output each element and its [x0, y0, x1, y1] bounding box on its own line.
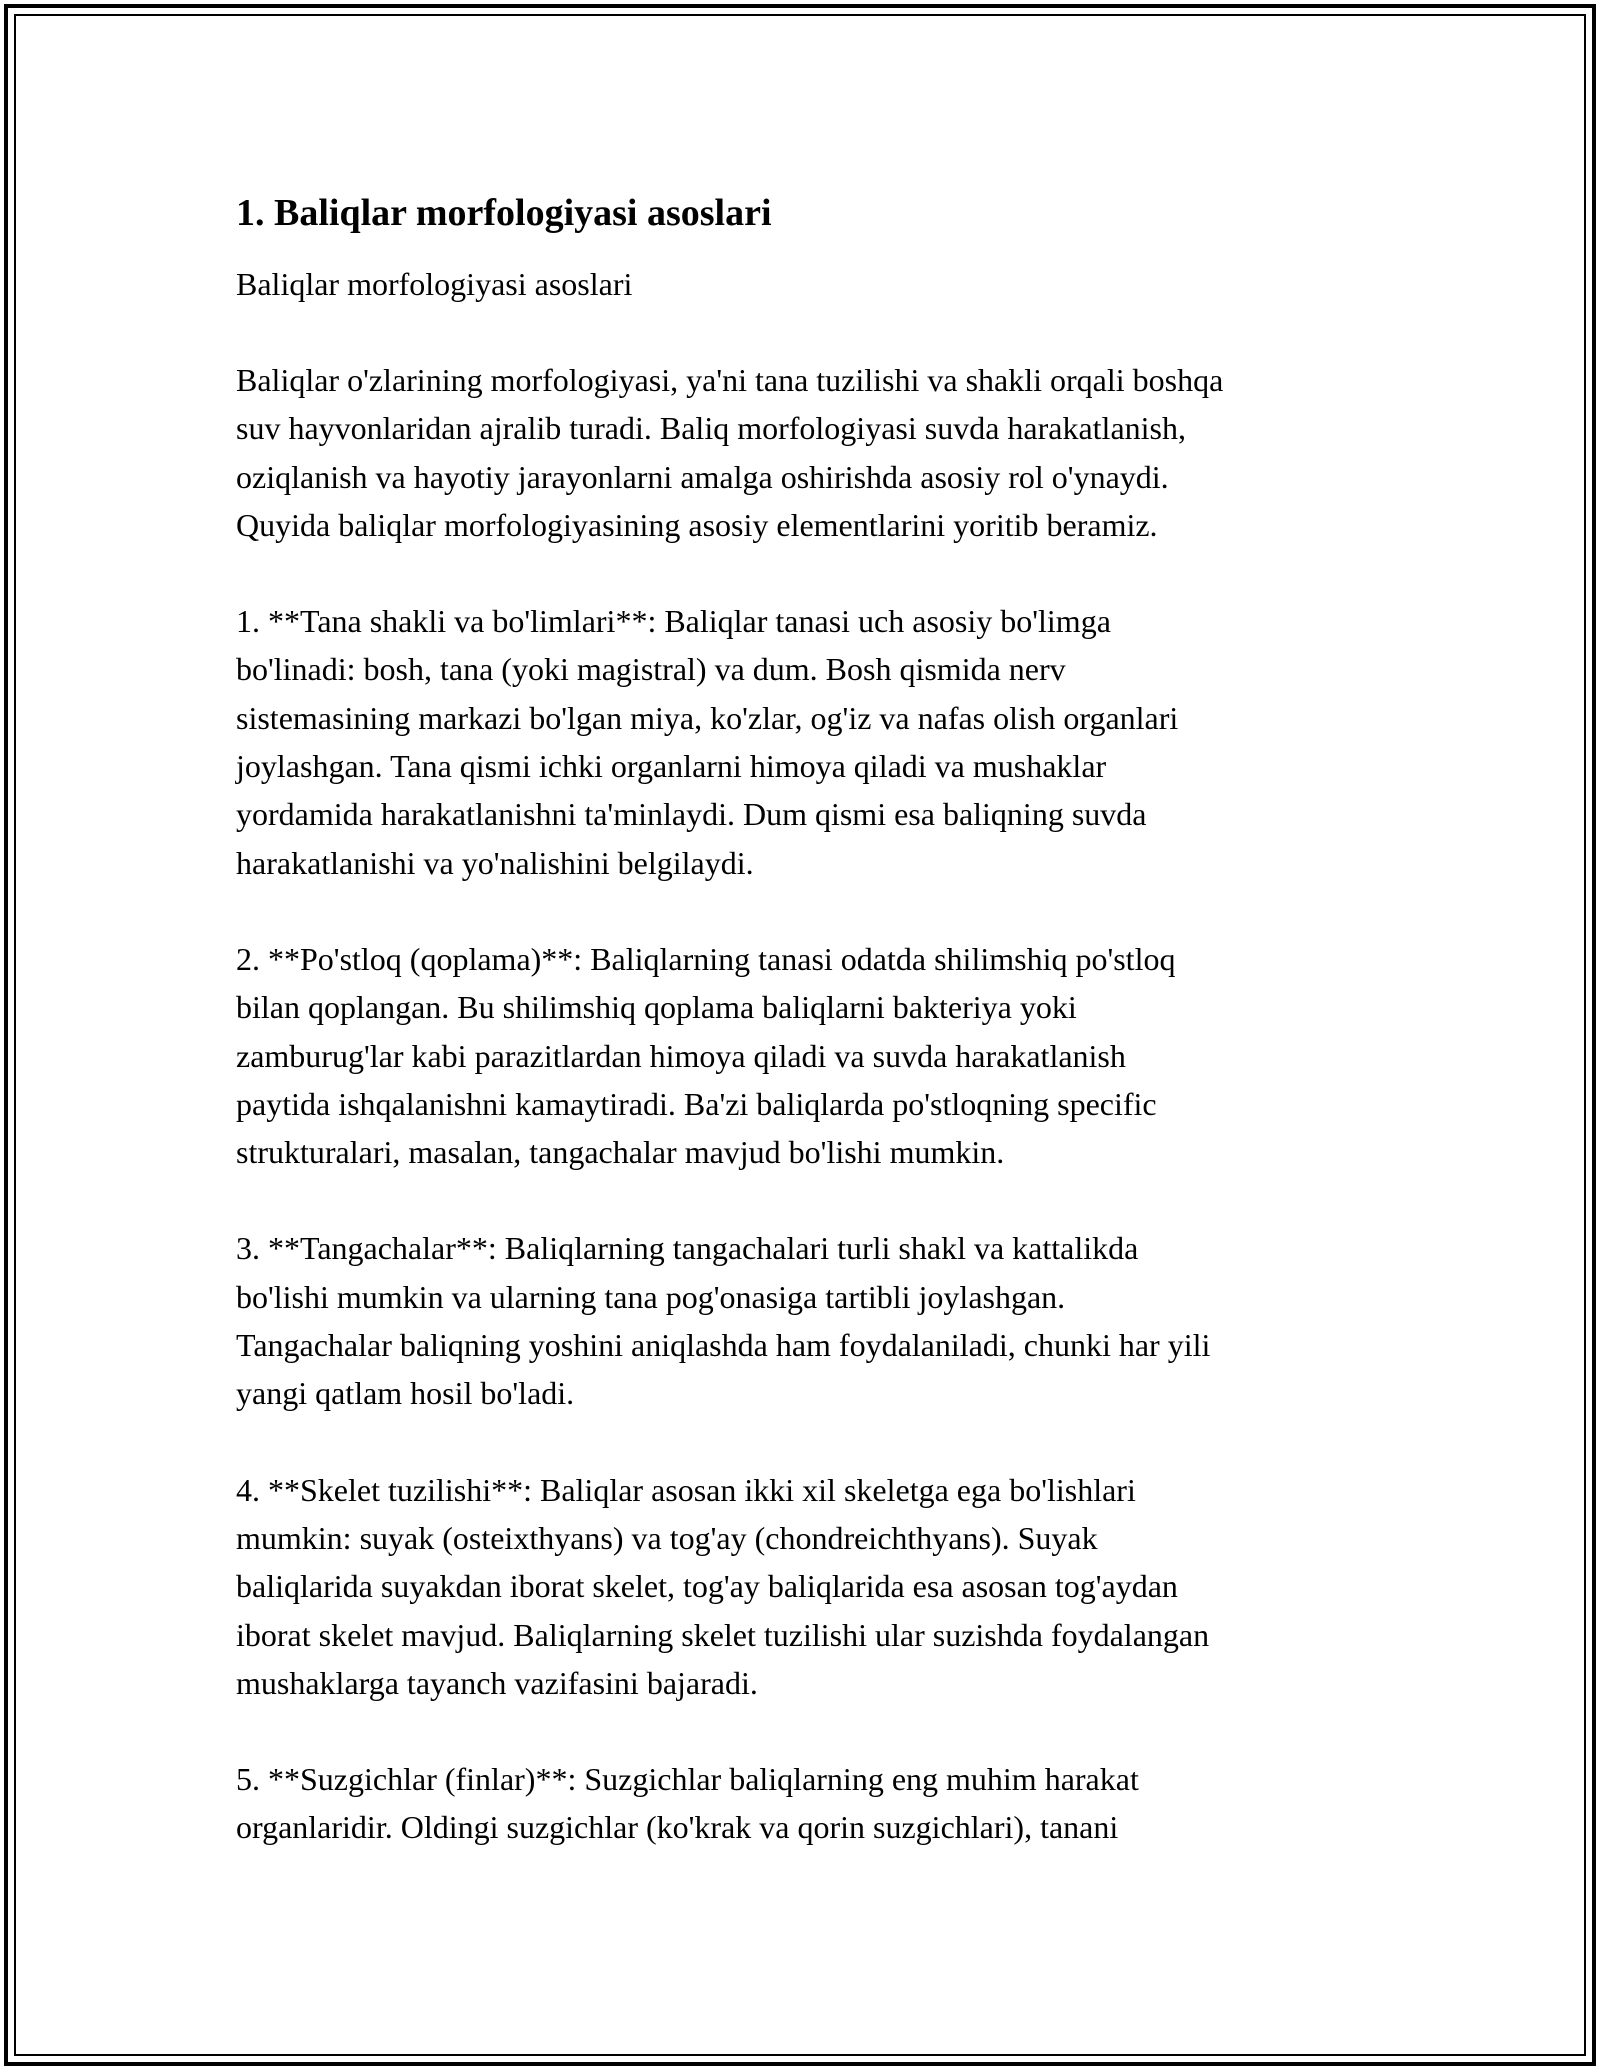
paragraph-line: sistemasining markazi bo'lgan miya, ko'zlar, og'iz va nafas olish organlari: [236, 699, 1179, 736]
paragraph: [236, 1755, 1386, 1852]
paragraph-line: bilan qoplangan. Bu shilimshiq qoplama baliqlarni bakteriya yoki: [236, 989, 1077, 1026]
paragraph-line: yordamida harakatlanishni ta'minlaydi. Dum qismi esa baliqning suvda: [236, 796, 1147, 833]
paragraph: [236, 1466, 1386, 1707]
paragraph-line: paytida ishqalanishni kamaytiradi. Ba'zi baliqlarda po'stloqning specific: [236, 1085, 1157, 1122]
paragraph-line: mumkin: suyak (osteixthyans) va tog'ay (chondreichthyans). Suyak: [236, 1519, 1098, 1556]
paragraph: [236, 1224, 1386, 1417]
paragraph-line: bo'lishi mumkin va ularning tana pog'onasiga tartibli joylashgan.: [236, 1278, 1066, 1315]
paragraph-line: oziqlanish va hayotiy jarayonlarni amalga oshirishda asosiy rol o'ynaydi.: [236, 458, 1169, 495]
paragraph-line: zamburug'lar kabi parazitlardan himoya qiladi va suvda harakatlanish: [236, 1037, 1126, 1074]
document-heading: 1. Baliqlar morfologiyasi asoslari: [236, 192, 772, 234]
document-body: [236, 187, 1386, 1852]
paragraph-line: iborat skelet mavjud. Baliqlarning skelet tuzilishi ular suzishda foydalangan: [236, 1616, 1210, 1653]
paragraph-line: 4. **Skelet tuzilishi**: Baliqlar asosan ikki xil skeletga ega bo'lishlari: [236, 1471, 1136, 1508]
paragraph-line: suv hayvonlaridan ajralib turadi. Baliq morfologiyasi suvda harakatlanish,: [236, 410, 1186, 447]
paragraph-line: Baliqlar o'zlarining morfologiyasi, ya'ni tana tuzilishi va shakli orqali boshqa: [236, 362, 1224, 398]
paragraph-line: bo'linadi: bosh, tana (yoki magistral) va dum. Bosh qismida nerv: [236, 651, 1066, 688]
paragraph-line: 1. **Tana shakli va bo'limlari**: Baliqlar tanasi uch asosiy bo'limga: [236, 603, 1111, 640]
paragraph-line: strukturalari, masalan, tangachalar mavjud bo'lishi mumkin.: [236, 1134, 1005, 1171]
paragraph-line: organlaridir. Oldingi suzgichlar (ko'krak va qorin suzgichlari), tanani: [236, 1809, 1119, 1846]
paragraph-line: joylashgan. Tana qismi ichki organlarni himoya qiladi va mushaklar: [236, 748, 1107, 785]
paragraph-line: Tangachalar baliqning yoshini aniqlashda ham foydalaniladi, chunki har yili: [236, 1327, 1211, 1364]
paragraph-line: 3. **Tangachalar**: Baliqlarning tangachalari turli shakl va kattalikda: [236, 1230, 1139, 1267]
paragraph-list: [236, 356, 1386, 1852]
paragraph-line: 2. **Po'stloq (qoplama)**: Baliqlarning tanasi odatda shilimshiq po'stloq: [236, 940, 1176, 977]
paragraph: [236, 935, 1386, 1176]
paragraph-line: harakatlanishi va yo'nalishini belgilaydi.: [236, 844, 754, 881]
paragraph-line: 5. **Suzgichlar (finlar)**: Suzgichlar baliqlarning eng muhim harakat: [236, 1761, 1139, 1798]
paragraph-line: baliqlarida suyakdan iborat skelet, tog'ay baliqlarida esa asosan tog'aydan: [236, 1568, 1178, 1605]
paragraph-line: yangi qatlam hosil bo'ladi.: [236, 1375, 575, 1412]
document-subtitle: Baliqlar morfologiyasi asoslari: [236, 266, 633, 302]
paragraph: [236, 597, 1386, 887]
paragraph: [236, 356, 1386, 549]
paragraph-line: Quyida baliqlar morfologiyasining asosiy elementlarini yoritib beramiz.: [236, 506, 1158, 543]
paragraph-line: mushaklarga tayanch vazifasini bajaradi.: [236, 1664, 758, 1701]
